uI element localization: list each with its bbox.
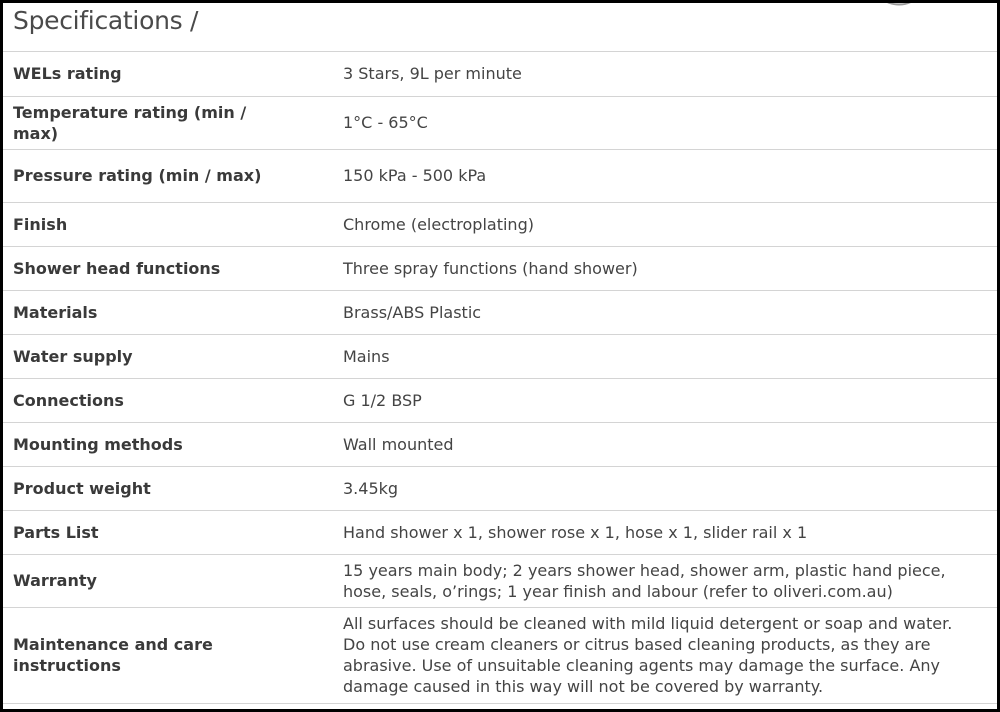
spec-value: Brass/ABS Plastic [343, 290, 997, 334]
table-row [3, 510, 997, 554]
spec-label: Warranty [3, 554, 343, 607]
spec-value: G 1/2 BSP [343, 378, 997, 422]
table-row [3, 378, 997, 422]
table-row [3, 246, 997, 290]
table-row [3, 52, 997, 96]
spec-value: 150 kPa - 500 kPa [343, 149, 997, 202]
spec-value: 3.45kg [343, 466, 997, 510]
spec-label: Mounting methods [3, 422, 343, 466]
table-row [3, 149, 997, 202]
specifications-table [3, 52, 997, 704]
spec-value: Wall mounted [343, 422, 997, 466]
spec-value: Three spray functions (hand shower) [343, 246, 997, 290]
spec-value: 1°C - 65°C [343, 96, 997, 149]
page-title: Specifications / [13, 6, 199, 35]
spec-label: Shower head functions [3, 246, 343, 290]
spec-value: Chrome (electroplating) [343, 202, 997, 246]
spec-label: Temperature rating (min / max) [3, 96, 343, 149]
title-row [3, 3, 997, 52]
spec-value: 15 years main body; 2 years shower head, shower arm, plastic hand piece, hose, seals, o’rings; 1 year finish and labour (refer to oliveri.com.au) [343, 554, 997, 607]
spec-value: All surfaces should be cleaned with mild liquid detergent or soap and water. Do not use cream cleaners or citrus based cleaning products, as they are abrasive. Use of unsuitable cleaning agents may damage the surface. Any damage caused in this way will not be covered by warranty. [343, 607, 997, 703]
table-row [3, 607, 997, 703]
spec-value: Mains [343, 334, 997, 378]
spec-label: Water supply [3, 334, 343, 378]
table-row [3, 422, 997, 466]
spec-label: Finish [3, 202, 343, 246]
table-row [3, 334, 997, 378]
spec-label: Product weight [3, 466, 343, 510]
table-row [3, 290, 997, 334]
product-image-fragment [873, 0, 925, 17]
spec-value: Hand shower x 1, shower rose x 1, hose x 1, slider rail x 1 [343, 510, 997, 554]
spec-label: Materials [3, 290, 343, 334]
spec-value: 3 Stars, 9L per minute [343, 52, 997, 96]
spec-label: Pressure rating (min / max) [3, 149, 343, 202]
spec-label: WELs rating [3, 52, 343, 96]
table-row [3, 96, 997, 149]
spec-label: Maintenance and care instructions [3, 607, 343, 703]
table-row [3, 466, 997, 510]
table-row [3, 554, 997, 607]
table-row [3, 202, 997, 246]
spec-label: Parts List [3, 510, 343, 554]
spec-label: Connections [3, 378, 343, 422]
